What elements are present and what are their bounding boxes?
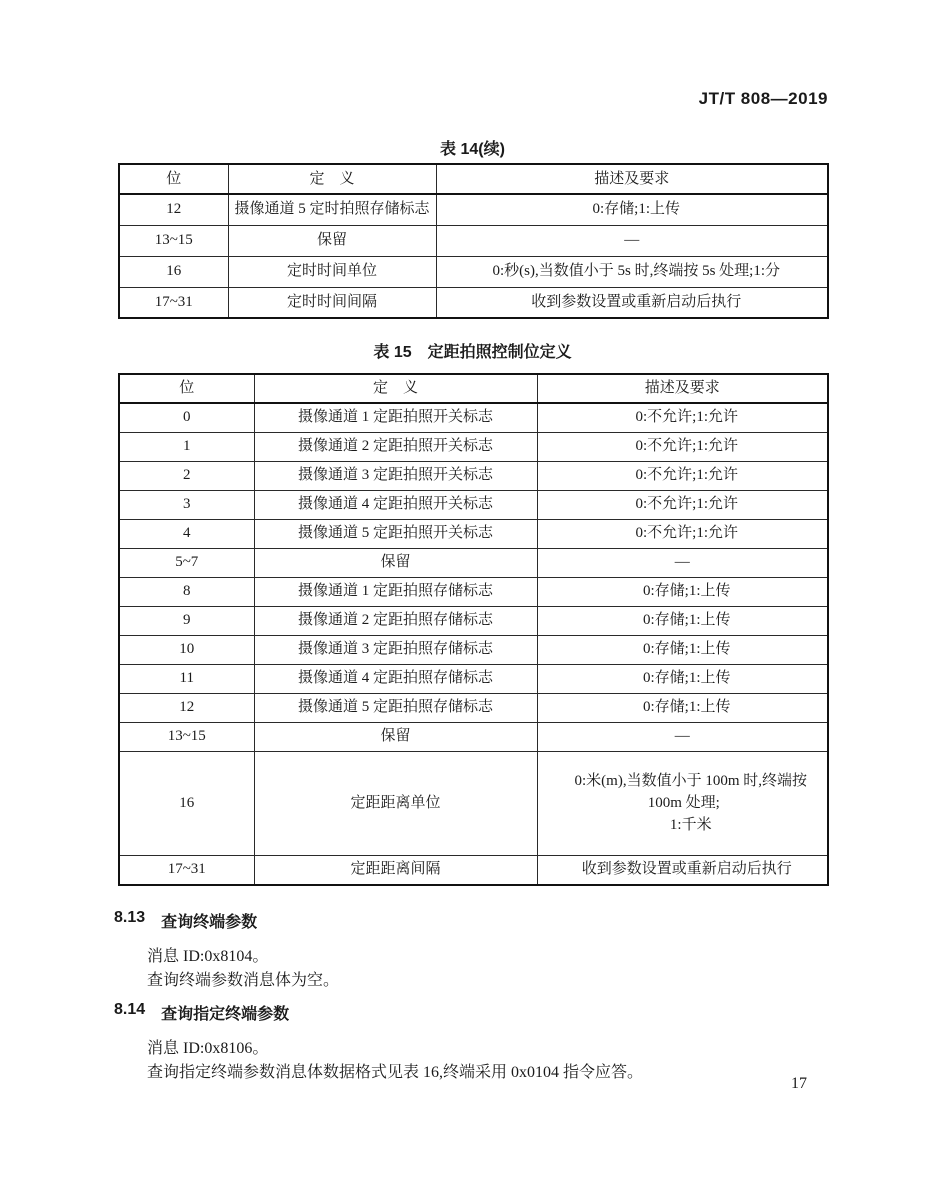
cell-bit: 16 <box>119 751 254 855</box>
cell-definition: 定时时间单位 <box>228 256 436 287</box>
cell-bit: 13~15 <box>119 225 228 256</box>
table15-header-bit: 位 <box>119 374 254 403</box>
cell-bit: 13~15 <box>119 722 254 751</box>
cell-definition: 保留 <box>254 722 537 751</box>
section-heading-8-13 <box>114 909 257 932</box>
cell-bit: 4 <box>119 519 254 548</box>
description-line: 0:米(m),当数值小于 100m 时,终端按 <box>574 773 807 789</box>
table15 <box>118 373 829 886</box>
cell-description: 0:不允许;1:允许 <box>537 519 828 548</box>
cell-bit: 10 <box>119 635 254 664</box>
cell-definition: 定距距离单位 <box>254 751 537 855</box>
paragraph: 消息 ID:0x8104。 <box>147 948 269 965</box>
cell-definition: 摄像通道 1 定距拍照开关标志 <box>254 403 537 432</box>
cell-description: 0:存储;1:上传 <box>537 577 828 606</box>
cell-bit: 3 <box>119 490 254 519</box>
cell-bit: 11 <box>119 664 254 693</box>
cell-definition: 摄像通道 5 定距拍照存储标志 <box>254 693 537 722</box>
cell-description: — <box>537 722 828 751</box>
table15-header-description: 描述及要求 <box>537 374 828 403</box>
description-line: 1:千米 <box>669 817 712 833</box>
table-row <box>119 855 828 885</box>
table-row <box>119 751 828 855</box>
cell-description: — <box>436 225 828 256</box>
cell-description: — <box>537 548 828 577</box>
cell-bit: 8 <box>119 577 254 606</box>
cell-bit: 16 <box>119 256 228 287</box>
cell-description: 0:存储;1:上传 <box>537 635 828 664</box>
table-row <box>119 606 828 635</box>
cell-bit: 2 <box>119 461 254 490</box>
table15-caption: 表 15 定距拍照控制位定义 <box>373 344 572 361</box>
cell-description: 0:存储;1:上传 <box>537 606 828 635</box>
section-number: 8.14 <box>114 1001 146 1018</box>
standard-code: JT/T 808—2019 <box>698 89 828 108</box>
description-line: 100m 处理; <box>647 795 720 811</box>
paragraph: 消息 ID:0x8106。 <box>147 1040 269 1057</box>
cell-definition: 摄像通道 3 定距拍照存储标志 <box>254 635 537 664</box>
section-title: 查询指定终端参数 <box>161 1006 290 1023</box>
table-row <box>119 577 828 606</box>
cell-bit: 17~31 <box>119 287 228 318</box>
table14-header-description: 描述及要求 <box>436 164 828 194</box>
cell-description: 收到参数设置或重新启动后执行 <box>537 855 828 885</box>
cell-definition: 定距距离间隔 <box>254 855 537 885</box>
cell-description: 0:存储;1:上传 <box>436 194 828 225</box>
page-number: 17 <box>791 1075 807 1092</box>
cell-description: 0:秒(s),当数值小于 5s 时,终端按 5s 处理;1:分 <box>436 256 828 287</box>
table14-caption: 表 14(续) <box>440 141 505 158</box>
cell-definition: 摄像通道 2 定距拍照开关标志 <box>254 432 537 461</box>
section-title: 查询终端参数 <box>161 914 258 931</box>
cell-bit: 9 <box>119 606 254 635</box>
cell-description: 0:存储;1:上传 <box>537 664 828 693</box>
table-row <box>119 225 828 256</box>
table15-header-row <box>119 374 828 403</box>
table-row <box>119 519 828 548</box>
section-heading-8-14 <box>114 1001 289 1024</box>
paragraph: 查询指定终端参数消息体数据格式见表 16,终端采用 0x0104 指令应答。 <box>147 1064 644 1081</box>
table-row <box>119 722 828 751</box>
table-row <box>119 287 828 318</box>
cell-description: 0:不允许;1:允许 <box>537 490 828 519</box>
table-row <box>119 664 828 693</box>
table-row <box>119 693 828 722</box>
section-number: 8.13 <box>114 909 146 926</box>
cell-description <box>537 751 828 855</box>
cell-definition: 保留 <box>228 225 436 256</box>
table14-header-bit: 位 <box>119 164 228 194</box>
cell-bit: 12 <box>119 194 228 225</box>
table-row <box>119 256 828 287</box>
cell-bit: 12 <box>119 693 254 722</box>
cell-description: 0:不允许;1:允许 <box>537 432 828 461</box>
table-row <box>119 490 828 519</box>
cell-description: 0:不允许;1:允许 <box>537 461 828 490</box>
cell-description: 收到参数设置或重新启动后执行 <box>436 287 828 318</box>
table-row <box>119 432 828 461</box>
cell-description: 0:存储;1:上传 <box>537 693 828 722</box>
cell-bit: 0 <box>119 403 254 432</box>
cell-definition: 摄像通道 4 定距拍照开关标志 <box>254 490 537 519</box>
cell-definition: 摄像通道 4 定距拍照存储标志 <box>254 664 537 693</box>
cell-bit: 5~7 <box>119 548 254 577</box>
cell-definition: 摄像通道 3 定距拍照开关标志 <box>254 461 537 490</box>
table14 <box>118 163 829 319</box>
cell-definition: 摄像通道 2 定距拍照存储标志 <box>254 606 537 635</box>
table-row <box>119 548 828 577</box>
table-row <box>119 461 828 490</box>
table14-header-definition: 定 义 <box>228 164 436 194</box>
cell-definition: 摄像通道 5 定时拍照存储标志 <box>228 194 436 225</box>
cell-definition: 定时时间间隔 <box>228 287 436 318</box>
table14-header-row <box>119 164 828 194</box>
table-row <box>119 403 828 432</box>
cell-bit: 17~31 <box>119 855 254 885</box>
cell-bit: 1 <box>119 432 254 461</box>
paragraph: 查询终端参数消息体为空。 <box>147 972 340 989</box>
cell-description: 0:不允许;1:允许 <box>537 403 828 432</box>
table-row <box>119 194 828 225</box>
cell-definition: 摄像通道 1 定距拍照存储标志 <box>254 577 537 606</box>
table-row <box>119 635 828 664</box>
table15-header-definition: 定 义 <box>254 374 537 403</box>
cell-definition: 摄像通道 5 定距拍照开关标志 <box>254 519 537 548</box>
cell-definition: 保留 <box>254 548 537 577</box>
